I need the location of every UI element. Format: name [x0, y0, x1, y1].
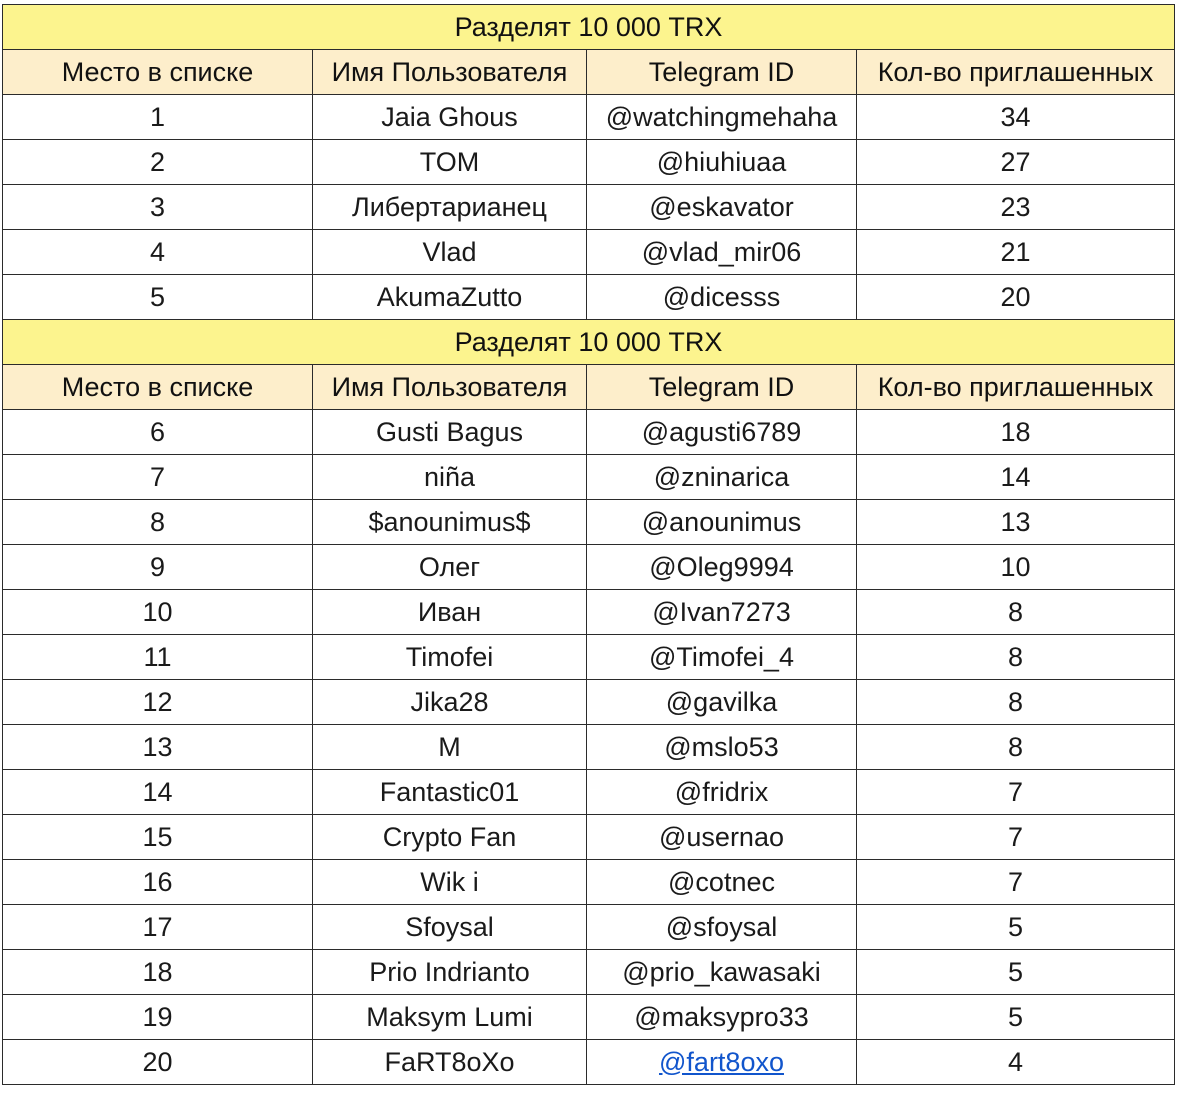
cell-place[interactable]: 18 [3, 950, 313, 995]
table-row [3, 545, 1175, 590]
cell-invited-count[interactable]: 5 [857, 995, 1175, 1040]
cell-telegram-id[interactable]: @eskavator [587, 185, 857, 230]
cell-telegram-id[interactable]: @prio_kawasaki [587, 950, 857, 995]
cell-username[interactable]: Vlad [313, 230, 587, 275]
cell-place[interactable]: 6 [3, 410, 313, 455]
table-row [3, 95, 1175, 140]
cell-place[interactable]: 20 [3, 1040, 313, 1085]
cell-place[interactable]: 11 [3, 635, 313, 680]
table-row [3, 635, 1175, 680]
cell-username[interactable]: Jika28 [313, 680, 587, 725]
table-row [3, 680, 1175, 725]
cell-username[interactable]: M [313, 725, 587, 770]
cell-invited-count[interactable]: 8 [857, 725, 1175, 770]
cell-telegram-id[interactable]: @anounimus [587, 500, 857, 545]
cell-invited-count[interactable]: 7 [857, 860, 1175, 905]
cell-place[interactable]: 14 [3, 770, 313, 815]
section-banner-row [3, 5, 1175, 50]
cell-telegram-id[interactable]: @gavilka [587, 680, 857, 725]
cell-place[interactable]: 9 [3, 545, 313, 590]
cell-telegram-id[interactable]: @cotnec [587, 860, 857, 905]
cell-telegram-id[interactable]: @Ivan7273 [587, 590, 857, 635]
cell-telegram-id[interactable]: @hiuhiuaa [587, 140, 857, 185]
table-row [3, 725, 1175, 770]
cell-telegram-id[interactable]: @sfoysal [587, 905, 857, 950]
cell-username[interactable]: Иван [313, 590, 587, 635]
sheet-body [3, 5, 1175, 1085]
cell-username[interactable]: Fantastic01 [313, 770, 587, 815]
cell-username[interactable]: Crypto Fan [313, 815, 587, 860]
header-username[interactable]: Имя Пользователя [313, 50, 587, 95]
cell-username[interactable]: TOM [313, 140, 587, 185]
table-row [3, 770, 1175, 815]
cell-place[interactable]: 10 [3, 590, 313, 635]
header-place[interactable]: Место в списке [3, 365, 313, 410]
cell-place[interactable]: 12 [3, 680, 313, 725]
cell-telegram-id[interactable]: @maksypro33 [587, 995, 857, 1040]
cell-username[interactable]: AkumaZutto [313, 275, 587, 320]
cell-telegram-id[interactable]: @vlad_mir06 [587, 230, 857, 275]
cell-invited-count[interactable]: 8 [857, 635, 1175, 680]
cell-invited-count[interactable]: 7 [857, 815, 1175, 860]
cell-telegram-id[interactable]: @usernao [587, 815, 857, 860]
table-row [3, 1040, 1175, 1085]
cell-place[interactable]: 15 [3, 815, 313, 860]
table-row [3, 860, 1175, 905]
cell-username[interactable]: Maksym Lumi [313, 995, 587, 1040]
cell-invited-count[interactable]: 34 [857, 95, 1175, 140]
cell-username[interactable]: Олег [313, 545, 587, 590]
table-row [3, 590, 1175, 635]
cell-invited-count[interactable]: 21 [857, 230, 1175, 275]
header-place[interactable]: Место в списке [3, 50, 313, 95]
cell-telegram-id[interactable]: @agusti6789 [587, 410, 857, 455]
cell-place[interactable]: 8 [3, 500, 313, 545]
cell-invited-count[interactable]: 5 [857, 950, 1175, 995]
table-row [3, 230, 1175, 275]
cell-place[interactable]: 13 [3, 725, 313, 770]
header-invited-count[interactable]: Кол-во приглашенных [857, 365, 1175, 410]
cell-username[interactable]: Gusti Bagus [313, 410, 587, 455]
column-header-row [3, 365, 1175, 410]
section-banner[interactable]: Разделят 10 000 TRX [3, 320, 1175, 365]
table-row [3, 500, 1175, 545]
cell-invited-count[interactable]: 10 [857, 545, 1175, 590]
table-row [3, 140, 1175, 185]
cell-invited-count[interactable]: 27 [857, 140, 1175, 185]
column-header-row [3, 50, 1175, 95]
cell-place[interactable]: 4 [3, 230, 313, 275]
cell-place[interactable]: 2 [3, 140, 313, 185]
cell-place[interactable]: 3 [3, 185, 313, 230]
cell-telegram-id[interactable]: @watchingmehaha [587, 95, 857, 140]
table-row [3, 905, 1175, 950]
cell-telegram-id[interactable]: @Timofei_4 [587, 635, 857, 680]
cell-username[interactable]: Timofei [313, 635, 587, 680]
cell-place[interactable]: 5 [3, 275, 313, 320]
cell-username[interactable]: Jaia Ghous [313, 95, 587, 140]
cell-invited-count[interactable]: 20 [857, 275, 1175, 320]
cell-username[interactable]: Wik i [313, 860, 587, 905]
leaderboard-spreadsheet [2, 4, 1175, 1085]
table-row [3, 275, 1175, 320]
table-row [3, 455, 1175, 500]
header-telegram-id[interactable]: Telegram ID [587, 365, 857, 410]
cell-telegram-id[interactable]: @Oleg9994 [587, 545, 857, 590]
cell-username[interactable]: niña [313, 455, 587, 500]
table-row [3, 410, 1175, 455]
table-row [3, 995, 1175, 1040]
cell-invited-count[interactable]: 18 [857, 410, 1175, 455]
cell-invited-count[interactable]: 23 [857, 185, 1175, 230]
cell-place[interactable]: 19 [3, 995, 313, 1040]
cell-telegram-id[interactable]: @zninarica [587, 455, 857, 500]
cell-invited-count[interactable]: 13 [857, 500, 1175, 545]
header-invited-count[interactable]: Кол-во приглашенных [857, 50, 1175, 95]
cell-telegram-id[interactable]: @dicesss [587, 275, 857, 320]
cell-invited-count[interactable]: 5 [857, 905, 1175, 950]
table-row [3, 815, 1175, 860]
table-row [3, 185, 1175, 230]
cell-username[interactable]: Prio Indrianto [313, 950, 587, 995]
cell-invited-count[interactable]: 14 [857, 455, 1175, 500]
cell-username[interactable]: FaRT8oXo [313, 1040, 587, 1085]
cell-telegram-id[interactable] [587, 1040, 857, 1085]
cell-place[interactable]: 1 [3, 95, 313, 140]
cell-place[interactable]: 17 [3, 905, 313, 950]
cell-place[interactable]: 7 [3, 455, 313, 500]
cell-invited-count[interactable]: 8 [857, 680, 1175, 725]
cell-username[interactable]: Либертарианец [313, 185, 587, 230]
cell-username[interactable]: Sfoysal [313, 905, 587, 950]
header-telegram-id[interactable]: Telegram ID [587, 50, 857, 95]
cell-place[interactable]: 16 [3, 860, 313, 905]
cell-telegram-id[interactable]: @mslo53 [587, 725, 857, 770]
header-username[interactable]: Имя Пользователя [313, 365, 587, 410]
cell-username[interactable]: $anounimus$ [313, 500, 587, 545]
section-banner[interactable]: Разделят 10 000 TRX [3, 5, 1175, 50]
cell-invited-count[interactable]: 7 [857, 770, 1175, 815]
cell-invited-count[interactable]: 4 [857, 1040, 1175, 1085]
section-banner-row [3, 320, 1175, 365]
table-row [3, 950, 1175, 995]
telegram-id-link[interactable]: @fart8oxo [659, 1046, 784, 1077]
cell-invited-count[interactable]: 8 [857, 590, 1175, 635]
cell-telegram-id[interactable]: @fridrix [587, 770, 857, 815]
